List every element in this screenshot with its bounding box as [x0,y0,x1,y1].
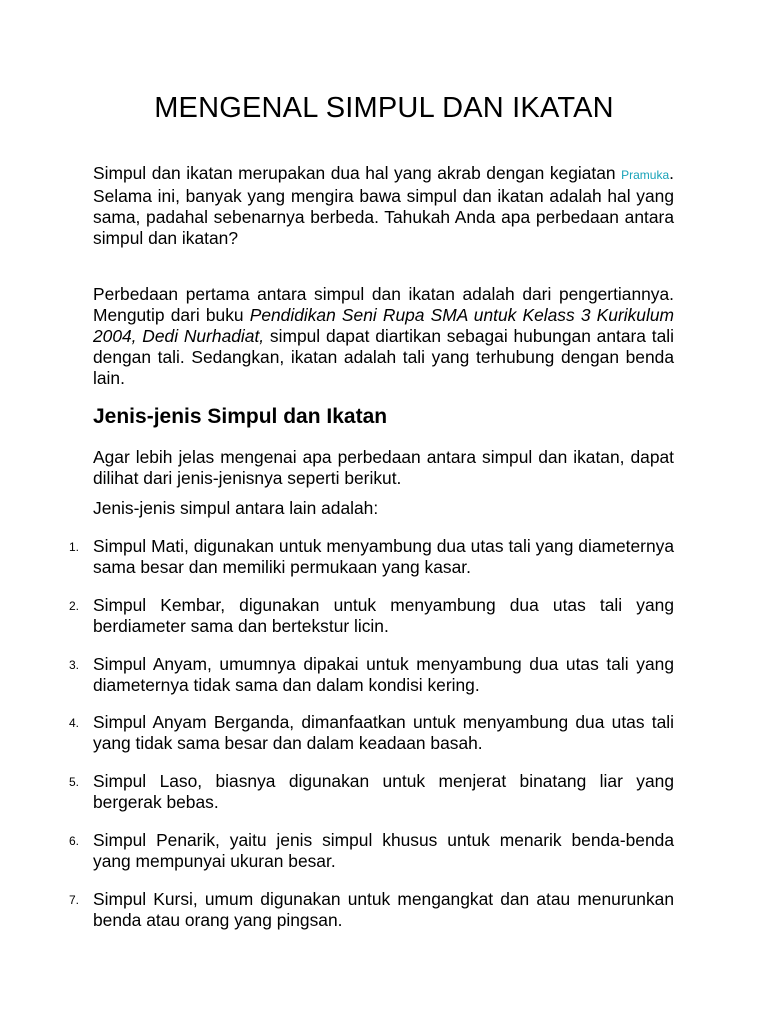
list-item-text: Simpul Kembar, digunakan untuk menyambung dua utas tali yang berdiameter sama dan bertekstur licin. [93,595,674,636]
list-item-text: Simpul Kursi, umum digunakan untuk mengangkat dan atau menurunkan benda atau orang yang pingsan. [93,889,674,930]
definition-text-start: Perbedaan pertama antara simpul dan ikatan adalah dari pengertiannya. Mengutip dari buku [93,284,674,325]
book-citation: Pendidikan Seni Rupa SMA untuk Kelass 3 Kurikulum 2004, Dedi Nurhadiat, [93,305,674,346]
list-item-text: Simpul Mati, digunakan untuk menyambung dua utas tali yang diameternya sama besar dan memiliki permukaan yang kasar. [93,536,674,577]
list-item-number: 3. [69,658,80,672]
pramuka-link[interactable]: Pramuka [621,168,670,182]
section-intro-paragraph: Agar lebih jelas mengenai apa perbedaan antara simpul dan ikatan, dapat dilihat dari jenis-jenisnya seperti berikut. [93,447,674,488]
definition-paragraph [93,284,674,389]
list-item-number: 5. [69,775,80,789]
intro-text-end: . Selama ini, banyak yang mengira bawa simpul dan ikatan adalah hal yang sama, padahal sebenarnya berbeda. Tahukah Anda apa perbedaan antara simpul dan ikatan? [93,163,674,248]
list-item-number: 2. [69,599,80,613]
document-title: MENGENAL SIMPUL DAN IKATAN [154,92,614,124]
list-item-text: Simpul Anyam Berganda, dimanfaatkan untuk menyambung dua utas tali yang tidak sama besar dan dalam keadaan basah. [93,712,674,753]
list-item [69,830,674,872]
list-item-number: 1. [69,540,80,554]
list-item [69,654,674,696]
definition-text-end: simpul dapat diartikan sebagai hubungan antara tali dengan tali. Sedangkan, ikatan adalah tali yang terhubung dengan benda lain. [93,326,674,388]
list-item-text: Simpul Penarik, yaitu jenis simpul khusus untuk menarik benda-benda yang mempunyai ukuran besar. [93,830,674,871]
section-heading: Jenis-jenis Simpul dan Ikatan [93,405,388,428]
list-item-text: Simpul Anyam, umumnya dipakai untuk menyambung dua utas tali yang diameternya tidak sama dan dalam kondisi kering. [93,654,674,695]
list-item [69,771,674,813]
list-item-number: 7. [69,893,80,907]
list-intro-paragraph: Jenis-jenis simpul antara lain adalah: [93,498,379,518]
list-item [69,712,674,754]
intro-text-start: Simpul dan ikatan merupakan dua hal yang akrab dengan kegiatan [93,163,622,183]
intro-paragraph [93,163,674,249]
list-item-number: 6. [69,834,80,848]
list-item-number: 4. [69,716,80,730]
list-item [69,889,674,931]
list-item [69,536,674,578]
list-item [69,595,674,637]
list-item-text: Simpul Laso, biasnya digunakan untuk menjerat binatang liar yang bergerak bebas. [93,771,674,812]
